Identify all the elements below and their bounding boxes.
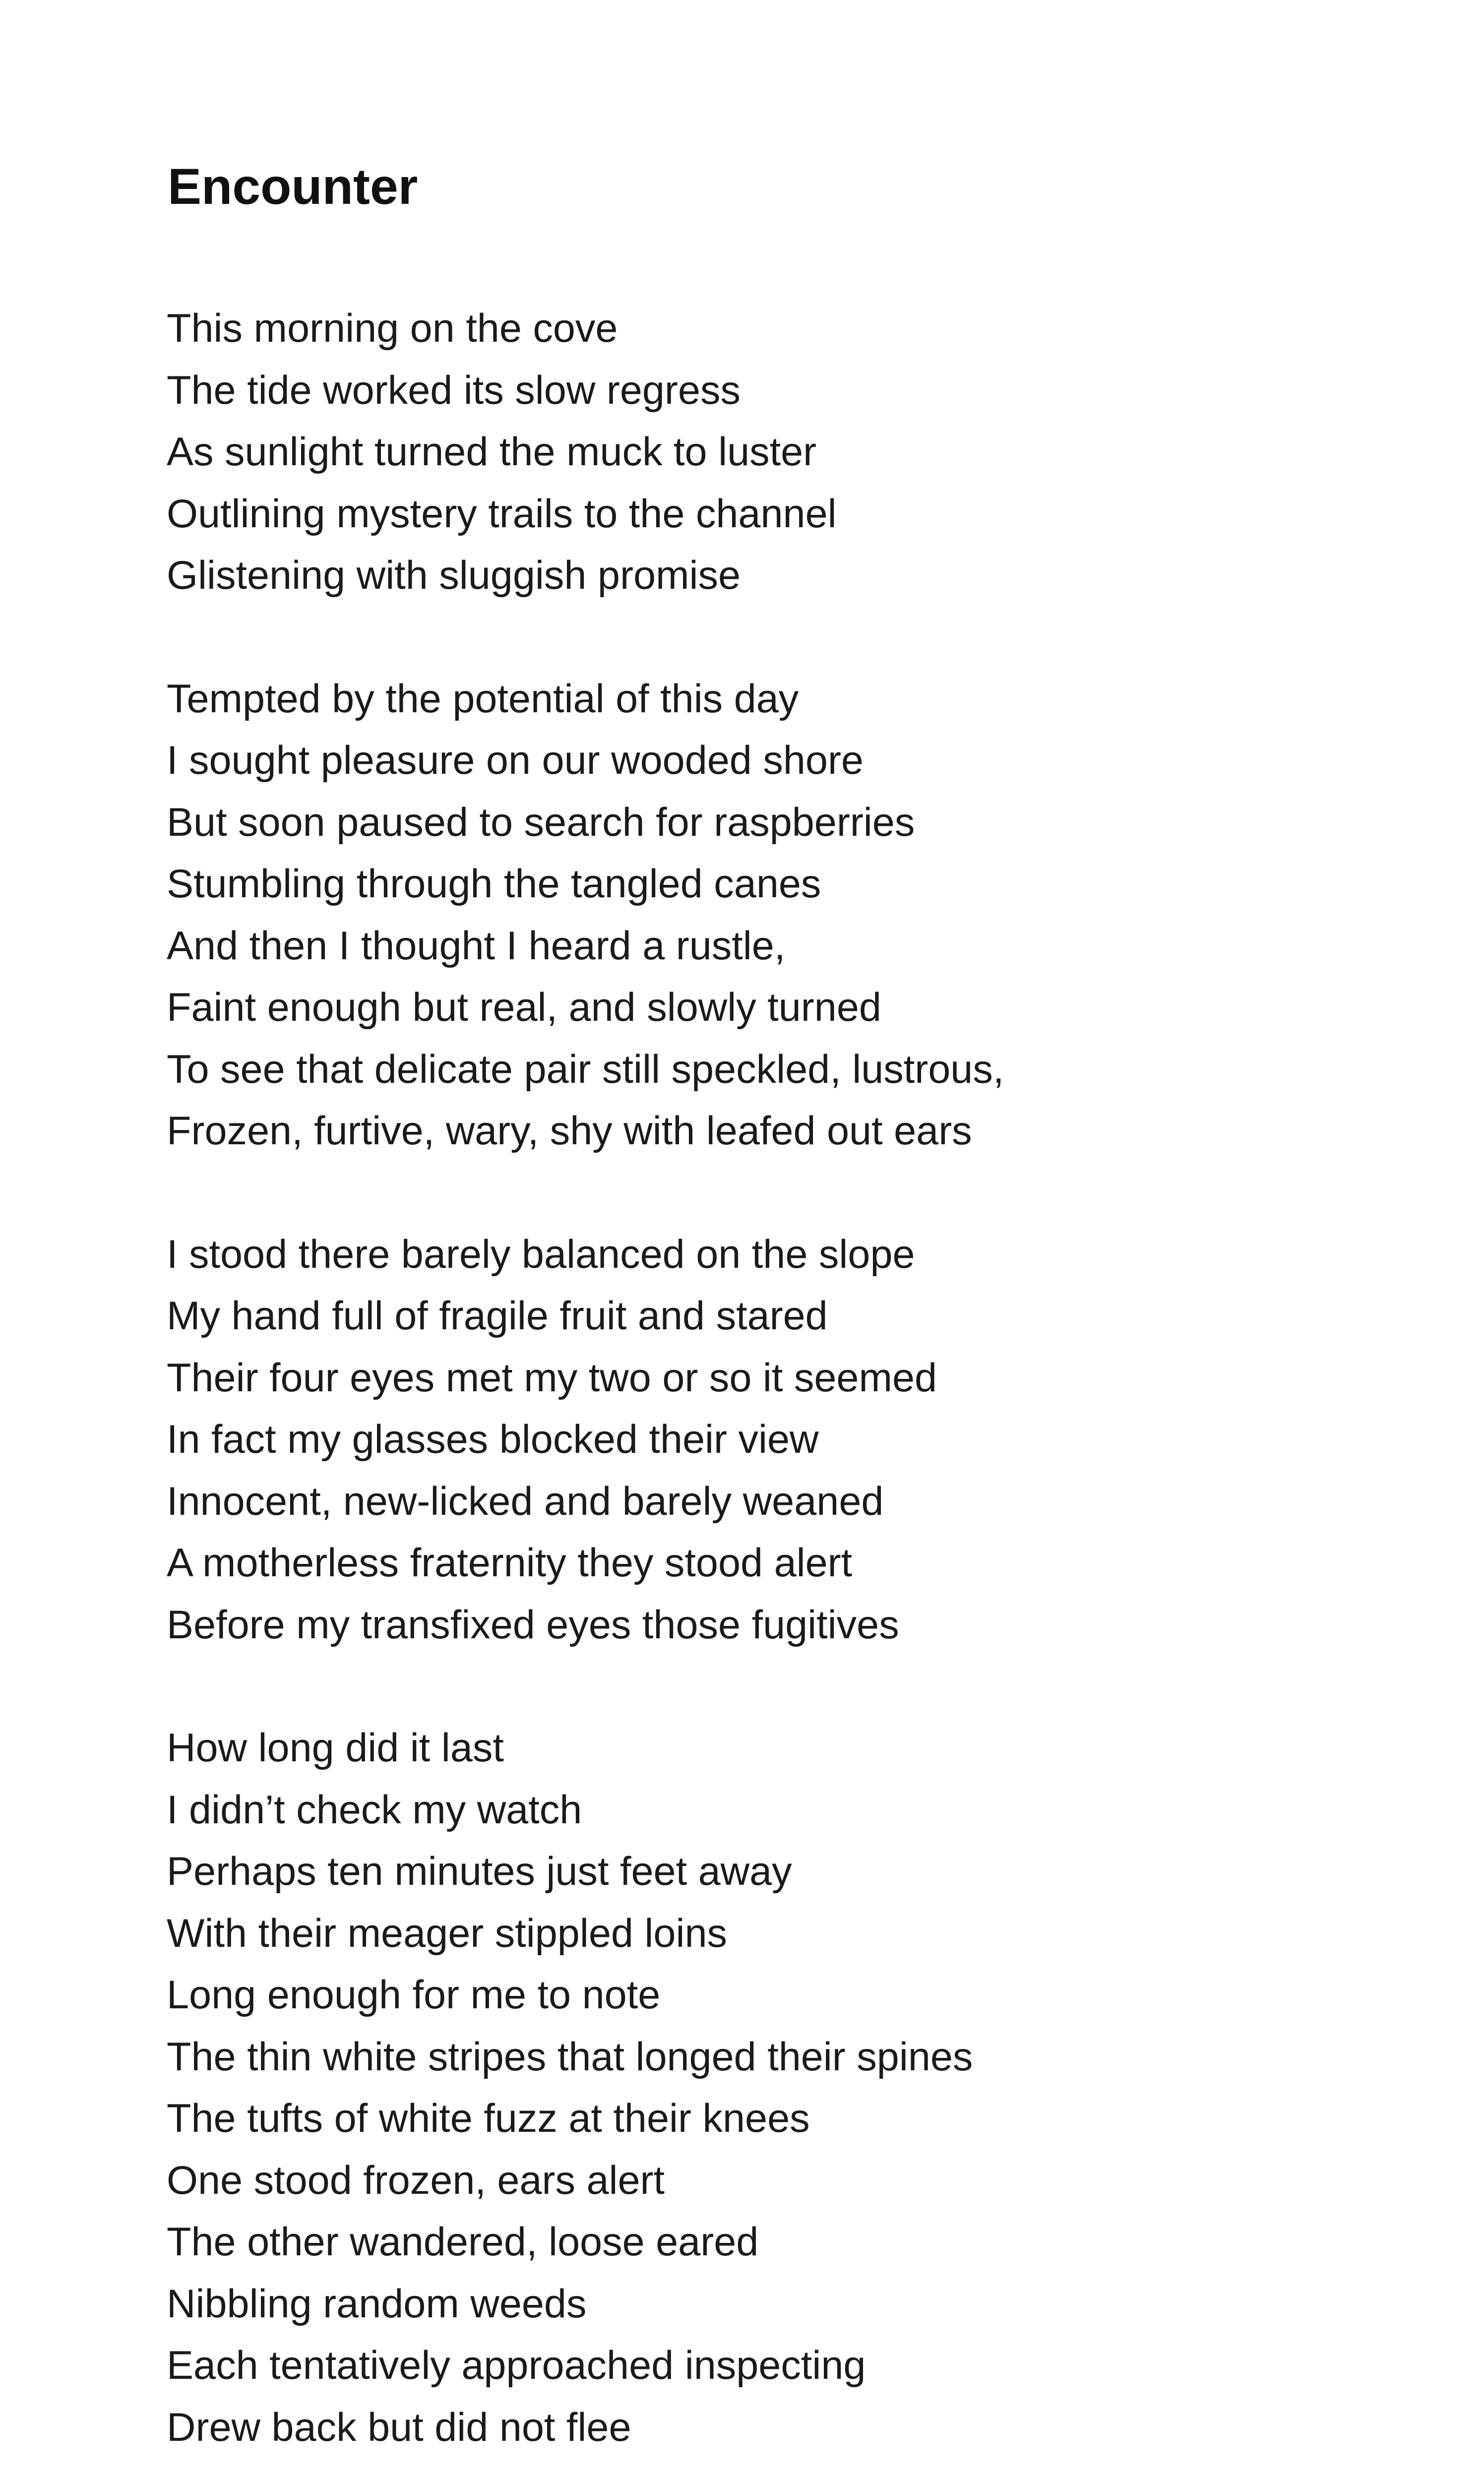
stanza-2 [167, 668, 1407, 1162]
stanza-3 [167, 1224, 1407, 1656]
poem-line: Glistening with sluggish promise [167, 553, 741, 598]
poem-line: One stood frozen, ears alert [167, 2158, 665, 2203]
poem-line: Stumbling through the tangled canes [167, 862, 821, 906]
poem-line: The thin white stripes that longed their spines [167, 2034, 973, 2079]
poem-line: The tufts of white fuzz at their knees [167, 2096, 810, 2141]
poem-line: My hand full of fragile fruit and stared [167, 1294, 828, 1338]
poem-line: This morning on the cove [167, 306, 618, 351]
poem-line: With their meager stippled loins [167, 1911, 728, 1956]
poem-line: Frozen, furtive, wary, shy with leafed out ears [167, 1109, 972, 1153]
poem-line: I didn’t check my watch [167, 1787, 582, 1832]
poem-line: Long enough for me to note [167, 1973, 661, 2017]
poem-line: How long did it last [167, 1726, 504, 1770]
stanza-4 [167, 1717, 1407, 2458]
poem-body [167, 298, 1407, 2480]
poem-line: Their four eyes met my two or so it seemed [167, 1355, 937, 1400]
poem-line: The other wandered, loose eared [167, 2220, 759, 2264]
poem-line: I sought pleasure on our wooded shore [167, 738, 864, 783]
poem-title: Encounter [168, 158, 418, 215]
poem-line: But soon paused to search for raspberries [167, 800, 915, 845]
poem-line: To see that delicate pair still speckled, lustrous, [167, 1047, 1004, 1092]
poem-line: Nibbling random weeds [167, 2281, 587, 2326]
poem-line: Drew back but did not flee [167, 2405, 631, 2450]
poem-line: As sunlight turned the muck to luster [167, 430, 817, 474]
poem-line: Faint enough but real, and slowly turned [167, 985, 881, 1030]
stanza-1 [167, 298, 1407, 607]
poem-line: Each tentatively approached inspecting [167, 2343, 866, 2388]
poem-line: The tide worked its slow regress [167, 368, 741, 413]
poem-line: Innocent, new-licked and barely weaned [167, 1479, 884, 1524]
poem-line: A motherless fraternity they stood alert [167, 1541, 853, 1585]
poem-line: Outlining mystery trails to the channel [167, 491, 837, 536]
poem-line: In fact my glasses blocked their view [167, 1417, 819, 1462]
poem-line: And then I thought I heard a rustle, [167, 923, 786, 968]
poem-line: Before my transfixed eyes those fugitives [167, 1602, 899, 1647]
poem-line: Perhaps ten minutes just feet away [167, 1849, 792, 1894]
poem-line: I stood there barely balanced on the slope [167, 1232, 915, 1277]
poem-line: Tempted by the potential of this day [167, 676, 799, 721]
